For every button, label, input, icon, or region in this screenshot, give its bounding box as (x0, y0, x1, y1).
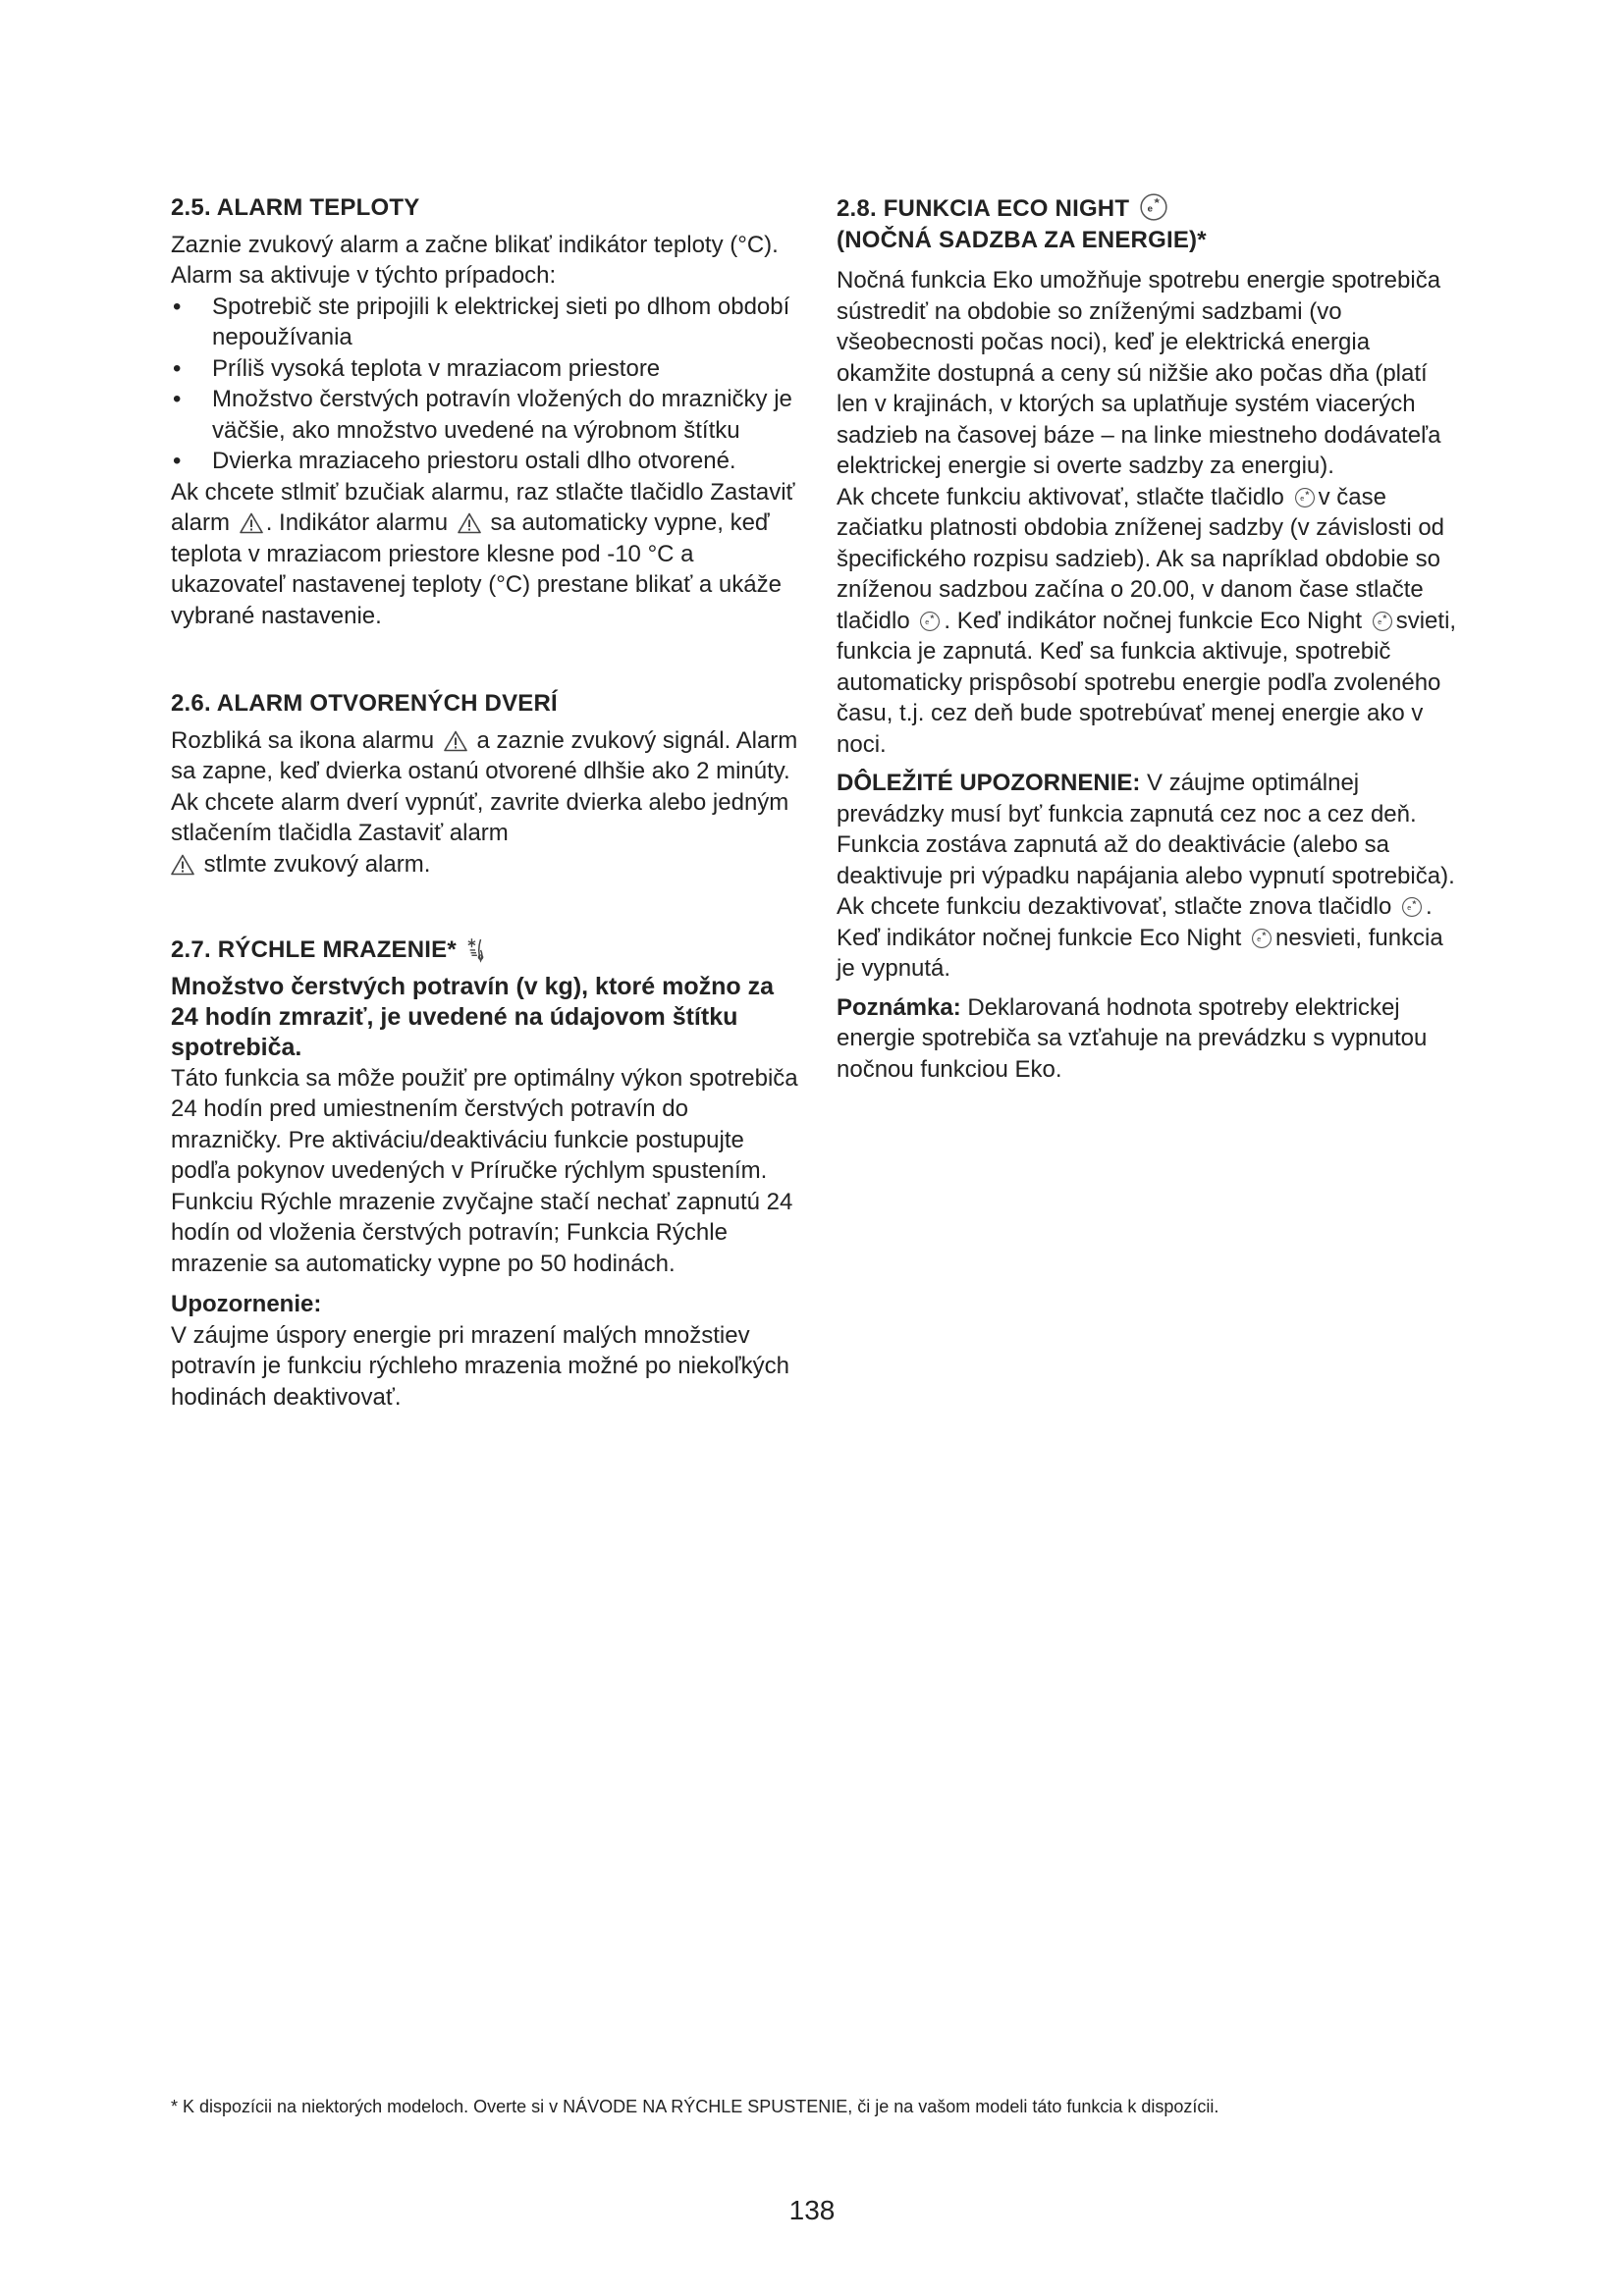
paragraph: Táto funkcia sa môže použiť pre optimálny výkon spotrebiča 24 hodín pred umiestnením čerstvých potravín do mrazničky. Pre aktiváciu/deaktiváciu funkcie postupujte podľa pokynov uvedených v Príručke rýchlym spustením. Funkciu Rýchle mrazenie zvyčajne stačí nechať zapnutú 24 hodín od vloženia čerstvých potravín; Funkcia Rýchle mrazenie sa automaticky vypne po 50 hodinách. (171, 1064, 798, 1277)
section-title (171, 934, 799, 966)
section-eco-night (837, 192, 1465, 1085)
text-run: Ak chcete stlmiť bzučiak alarmu, raz stlačte tlačidlo Zastaviť alarm (171, 478, 795, 536)
section-title (837, 192, 1465, 255)
eco-night-moon-icon (919, 611, 941, 632)
text-run: v čase začiatku platnosti obdobia zníženej sadzby (v závislosti od špecifického rozpisu sadzieb). Ak sa napríklad obdobie so zníženou sadzbou začína o 20.00, v danom čase stlačte tlačidlo (837, 483, 1445, 634)
section-title-text: (NOČNÁ SADZBA ZA ENERGIE)* (837, 226, 1207, 253)
section-title: 2.6. ALARM OTVORENÝCH DVERÍ (171, 690, 558, 717)
page-number: 138 (788, 2195, 836, 2225)
important-label: DÔLEŽITÉ UPOZORNENIE: (837, 770, 1141, 796)
section-title-text: 2.8. FUNKCIA ECO NIGHT (837, 195, 1130, 222)
note-label: Poznámka: (837, 993, 961, 1021)
paragraph: Zaznie zvukový alarm a začne blikať indikátor teploty (°C). Alarm sa aktivuje v týchto prípadoch: (171, 231, 779, 289)
list-item: • Množstvo čerstvých potravín vložených do mrazničky je väčšie, ako množstvo uvedené na výrobnom štítku (171, 384, 799, 446)
text-run: nesvieti, funkcia je vypnutá. (837, 924, 1443, 982)
snowflake-fast-freeze-icon (466, 935, 486, 963)
paragraph: Nočná funkcia Eko umožňuje spotrebu energie spotrebiča sústrediť na obdobie so zníženými sadzbami (vo všeobecnosti počas noci), keď je elektrická energia okamžite dostupná a ceny sú nižšie ako počas dňa (platí len v krajinách, v ktorých sa uplatňuje systém viacerých sadzieb na časovej báze – na linke miestneho dodávateľa elektrickej energie si overte sadzby za energiu). (837, 267, 1441, 479)
paragraph (171, 725, 799, 881)
text-run: Deklarovaná hodnota spotreby elektrickej energie spotrebiča sa vzťahuje na prevádzku s vypnutou nočnou funkciou Eko. (837, 993, 1428, 1083)
text-run: . Indikátor alarmu (265, 509, 449, 536)
text-run: sa automaticky vypne, keď teplota v mraziacom priestore klesne pod -10 °C a ukazovateľ nastavenej teploty (°C) prestane blikať a ukáže vybrané nastavenie. (171, 509, 782, 629)
list-item: • Príliš vysoká teplota v mraziacom priestore (171, 353, 799, 385)
section-fast-freeze (171, 934, 799, 1413)
paragraph (837, 482, 1465, 761)
section-title: 2.5. ALARM TEPLOTY (171, 194, 420, 221)
paragraph (837, 992, 1465, 1086)
eco-night-moon-icon (1251, 928, 1272, 949)
warning-triangle-icon (458, 512, 481, 534)
left-column (171, 192, 799, 1413)
right-column (837, 192, 1465, 1085)
list-item: • Spotrebič ste pripojili k elektrickej sieti po dlhom období nepoužívania (171, 292, 799, 353)
warning-triangle-icon (240, 512, 263, 534)
paragraph: V záujme úspory energie pri mrazení malých množstiev potravín je funkciu rýchleho mrazenia možné po niekoľkých hodinách deaktivovať. (171, 1321, 789, 1411)
footnote: * K dispozícii na niektorých modeloch. Overte si v NÁVODE NA RÝCHLE SPUSTENIE, či je na vašom modeli táto funkcia k dispozícii. (171, 2097, 1219, 2116)
text-run: . Keď indikátor nočnej funkcie Eco Night (944, 607, 1363, 634)
text-run: Ak chcete funkciu aktivovať, stlačte tlačidlo (837, 483, 1284, 510)
eco-night-moon-icon (1139, 192, 1168, 222)
bold-notice: Množstvo čerstvých potravín (v kg), ktoré možno za 24 hodín zmraziť, je uvedené na údajovom štítku spotrebiča. (171, 972, 775, 1061)
warning-triangle-icon (171, 854, 194, 876)
eco-night-moon-icon (1294, 487, 1316, 508)
section-title-text: 2.7. RÝCHLE MRAZENIE* (171, 936, 457, 963)
list-item: • Dvierka mraziaceho priestoru ostali dlho otvorené. (171, 446, 799, 477)
paragraph (837, 768, 1465, 985)
eco-night-moon-icon (1401, 896, 1423, 918)
warning-heading: Upozornenie: (171, 1291, 322, 1317)
paragraph (171, 477, 799, 632)
text-run: svieti, funkcia je zapnutá. Keď sa funkcia aktivuje, spotrebič automaticky prispôsobí spotrebu energie podľa zvoleného času, t.j. cez deň bude spotrebúvať menej energie ako v noci. (837, 607, 1457, 758)
section-door-alarm (171, 688, 799, 880)
bullet-list (171, 292, 799, 477)
warning-triangle-icon (444, 730, 467, 752)
eco-night-moon-icon (1372, 611, 1393, 632)
text-run: V záujme optimálnej prevádzky musí byť funkcia zapnutá cez noc a cez deň. Funkcia zostáva zapnutá až do deaktivácie (alebo sa deaktivuje pri výpadku napájania alebo vypnutí spotrebiča). Ak chcete funkciu dezaktivovať, stlačte znova tlačidlo (837, 770, 1455, 920)
section-temperature-alarm (171, 192, 799, 631)
text-run: . Keď indikátor nočnej funkcie Eco Night (837, 893, 1433, 951)
text-run: Rozbliká sa ikona alarmu (171, 726, 435, 754)
text-run: a zaznie zvukový signál. Alarm sa zapne, keď dvierka ostanú otvorené dlhšie ako 2 minúty. Ak chcete alarm dverí vypnúť, zavrite dvierka alebo jedným stlačením tlačidla Zastaviť alarm (171, 726, 798, 846)
text-run: stlmte zvukový alarm. (203, 850, 431, 878)
